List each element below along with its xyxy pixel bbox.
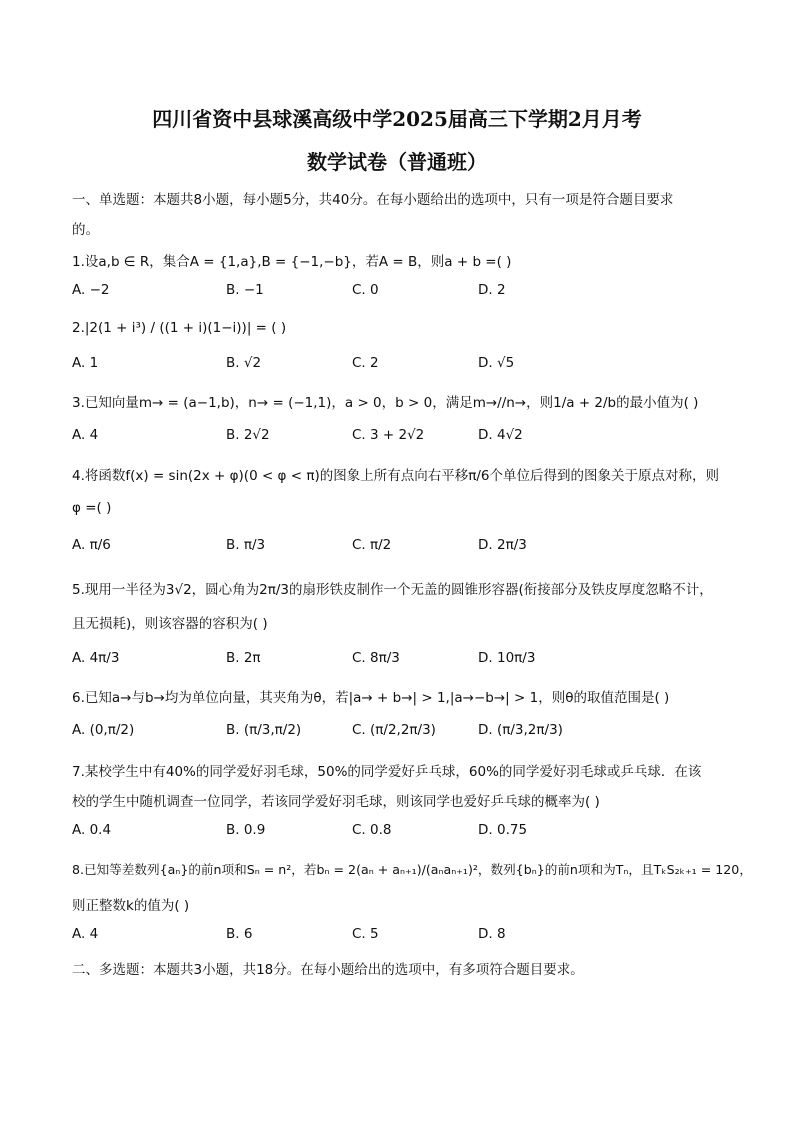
question-5-stem-cont: 且无损耗)，则该容器的容积为( ) xyxy=(72,616,268,632)
q1-option-a: A. −2 xyxy=(72,282,110,298)
question-5-stem: 5.现用一半径为3√2，圆心角为2π/3的扇形铁皮制作一个无盖的圆锥形容器(衔接部分及铁皮厚度忽略不计， xyxy=(72,582,713,598)
question-8-stem-cont: 则正整数k的值为( ) xyxy=(72,898,190,914)
q1-option-d: D. 2 xyxy=(478,282,506,298)
q8-option-d: D. 8 xyxy=(478,926,506,942)
q5-option-b: B. 2π xyxy=(226,650,261,666)
q8-option-b: B. 6 xyxy=(226,926,253,942)
q2-option-b: B. √2 xyxy=(226,355,262,371)
q5-option-d: D. 10π/3 xyxy=(478,650,536,666)
question-2-stem: 2.|2(1 + i³) / ((1 + i)(1−i))| = ( ) xyxy=(72,320,287,336)
q3-option-c: C. 3 + 2√2 xyxy=(352,427,425,443)
section2-heading: 二、多选题：本题共3小题，共18分。在每小题给出的选项中，有多项符合题目要求。 xyxy=(72,962,584,978)
q6-option-a: A. (0,π/2) xyxy=(72,722,135,738)
q4-option-c: C. π/2 xyxy=(352,537,392,553)
q7-option-c: C. 0.8 xyxy=(352,822,392,838)
section1-heading: 一、单选题：本题共8小题，每小题5分，共40分。在每小题给出的选项中，只有一项是符合题目要求 xyxy=(72,192,674,208)
question-4-stem: 4.将函数f(x) = sin(2x + φ)(0 < φ < π)的图象上所有点向右平移π/6个单位后得到的图象关于原点对称，则 xyxy=(72,468,720,484)
q4-option-a: A. π/6 xyxy=(72,537,111,553)
q2-option-a: A. 1 xyxy=(72,355,99,371)
question-4-stem-cont: φ =( ) xyxy=(72,500,112,516)
q3-option-b: B. 2√2 xyxy=(226,427,270,443)
q6-option-d: D. (π/3,2π/3) xyxy=(478,722,563,738)
q8-option-c: C. 5 xyxy=(352,926,379,942)
q4-option-d: D. 2π/3 xyxy=(478,537,527,553)
question-8-stem: 8.已知等差数列{aₙ}的前n项和Sₙ = n²，若bₙ = 2(aₙ + aₙ₊₁)/(aₙaₙ₊₁)²，数列{bₙ}的前n项和为Tₙ，且TₖS₂ₖ₊₁ = 120， xyxy=(72,862,752,877)
q7-option-d: D. 0.75 xyxy=(478,822,528,838)
page-subtitle: 数学试卷（普通班） xyxy=(307,150,487,174)
q2-option-c: C. 2 xyxy=(352,355,379,371)
q5-option-a: A. 4π/3 xyxy=(72,650,120,666)
q2-option-d: D. √5 xyxy=(478,355,515,371)
q8-option-a: A. 4 xyxy=(72,926,99,942)
q6-option-c: C. (π/2,2π/3) xyxy=(352,722,436,738)
section1-heading-cont: 的。 xyxy=(72,222,99,238)
q3-option-a: A. 4 xyxy=(72,427,99,443)
question-6-stem: 6.已知a→与b→均为单位向量，其夹角为θ，若|a→ + b→| > 1,|a→−b→| > 1，则θ的取值范围是( ) xyxy=(72,690,670,706)
q7-option-b: B. 0.9 xyxy=(226,822,266,838)
q1-option-c: C. 0 xyxy=(352,282,379,298)
question-3-stem: 3.已知向量m→ = (a−1,b)，n→ = (−1,1)，a > 0，b > 0，满足m→//n→，则1/a + 2/b的最小值为( ) xyxy=(72,395,699,411)
q1-option-b: B. −1 xyxy=(226,282,264,298)
question-7-stem: 7.某校学生中有40%的同学爱好羽毛球，50%的同学爱好乒乓球，60%的同学爱好羽毛球或乒乓球．在该 xyxy=(72,764,702,780)
q5-option-c: C. 8π/3 xyxy=(352,650,400,666)
q6-option-b: B. (π/3,π/2) xyxy=(226,722,302,738)
page-title: 四川省资中县球溪高级中学2025届高三下学期2月月考 xyxy=(152,107,642,131)
q3-option-d: D. 4√2 xyxy=(478,427,523,443)
question-7-stem-cont: 校的学生中随机调查一位同学，若该同学爱好羽毛球，则该同学也爱好乒乓球的概率为( ) xyxy=(72,794,600,810)
q4-option-b: B. π/3 xyxy=(226,537,266,553)
q7-option-a: A. 0.4 xyxy=(72,822,112,838)
question-1-stem: 1.设a,b ∈ R，集合A = {1,a},B = {−1,−b}，若A = B，则a + b =( ) xyxy=(72,254,512,270)
